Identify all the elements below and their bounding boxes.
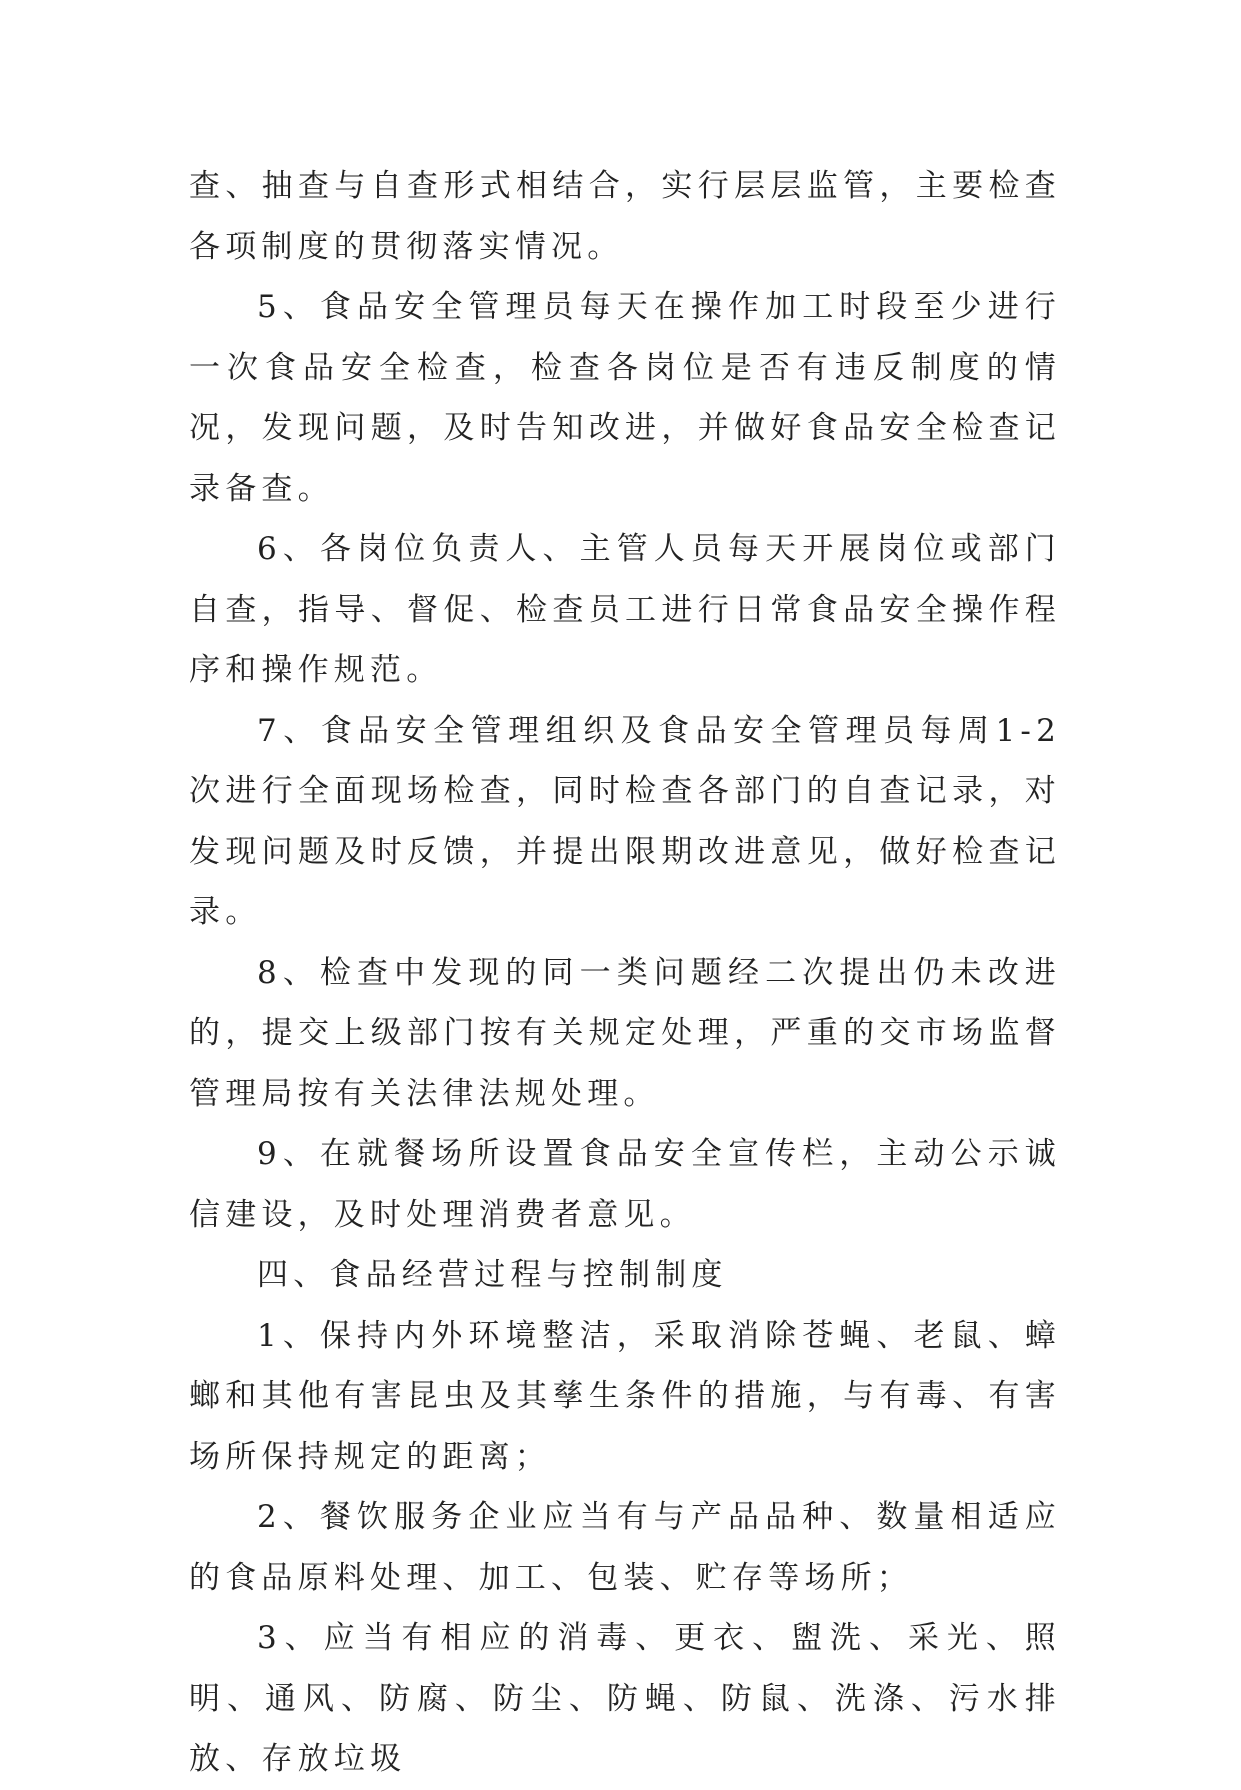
paragraph-process-item-1: 1、保持内外环境整洁，采取消除苍蝇、老鼠、蟑螂和其他有害昆虫及其孳生条件的措施，与有毒、有害场所保持规定的距离； — [189, 1317, 1061, 1475]
paragraph-item-5: 5、食品安全管理员每天在操作加工时段至少进行一次食品安全检查，检查各岗位是否有违反制度的情况，发现问题，及时告知改进，并做好食品安全检查记录备查。 — [189, 289, 1061, 507]
paragraph-process-item-2: 2、餐饮服务企业应当有与产品品种、数量相适应的食品原料处理、加工、包装、贮存等场所； — [189, 1499, 1061, 1596]
paragraph-item-8: 8、检查中发现的同一类问题经二次提出仍未改进的，提交上级部门按有关规定处理，严重的交市场监督管理局按有关法律法规处理。 — [189, 954, 1061, 1112]
paragraph-item-7: 7、食品安全管理组织及食品安全管理员每周1-2次进行全面现场检查，同时检查各部门的自查记录，对发现问题及时反馈，并提出限期改进意见，做好检查记录。 — [189, 712, 1061, 930]
paragraph-continuation: 查、抽查与自查形式相结合，实行层层监管，主要检查各项制度的贯彻落实情况。 — [189, 168, 1061, 265]
section-heading: 四、食品经营过程与控制制度 — [257, 1257, 728, 1293]
document-body — [189, 156, 1061, 1790]
paragraph-process-item-3: 3、应当有相应的消毒、更衣、盥洗、采光、照明、通风、防腐、防尘、防蝇、防鼠、洗涤、污水排放、存放垃圾 — [189, 1620, 1061, 1777]
paragraph-item-6: 6、各岗位负责人、主管人员每天开展岗位或部门自查，指导、督促、检查员工进行日常食品安全操作程序和操作规范。 — [189, 531, 1061, 688]
paragraph-item-9: 9、在就餐场所设置食品安全宣传栏，主动公示诚信建设，及时处理消费者意见。 — [189, 1136, 1061, 1233]
